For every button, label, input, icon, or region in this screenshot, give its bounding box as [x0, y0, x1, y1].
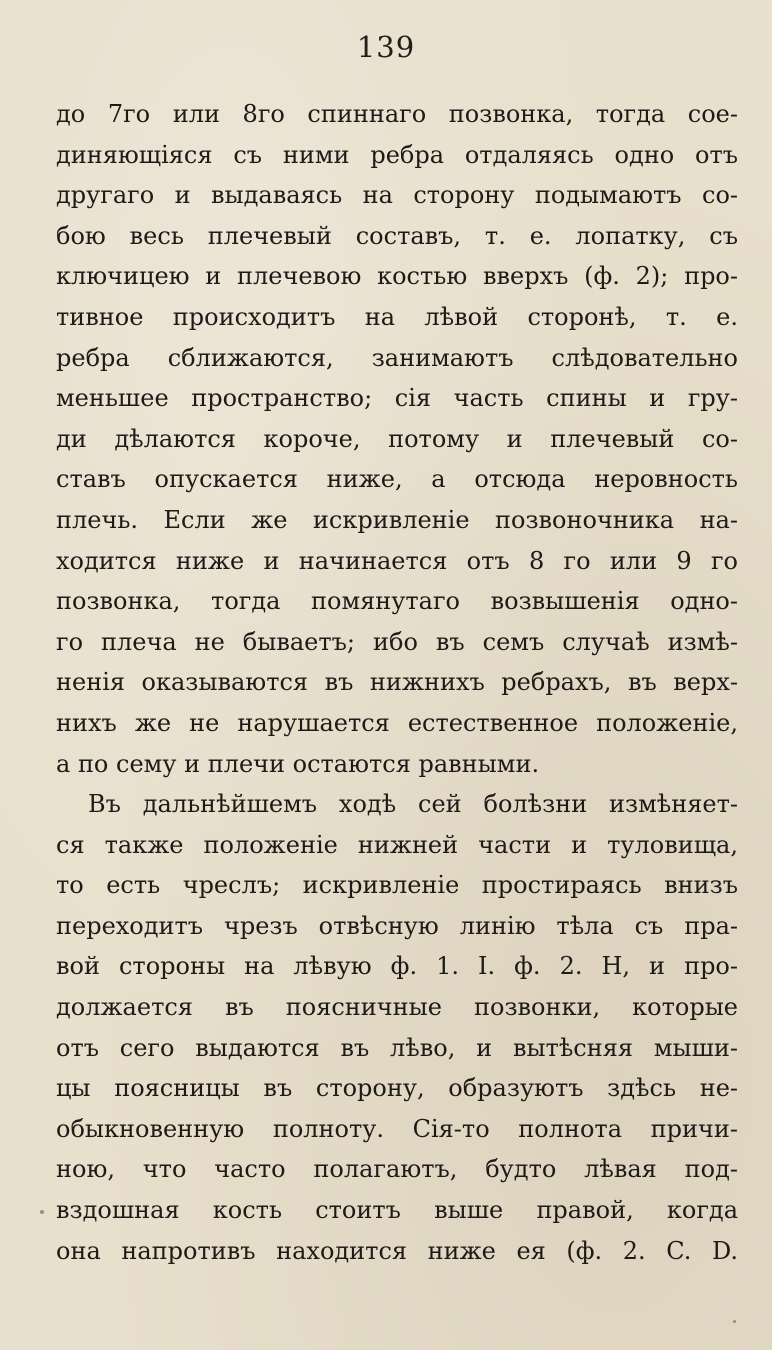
- text-line: Въ дальнѣйшемъ ходѣ сей болѣзни измѣняет-: [88, 790, 738, 819]
- text-line: вздошная кость стоитъ выше правой, когда: [56, 1196, 738, 1225]
- text-line: то есть чреслъ; искривленіе простираясь внизъ: [56, 871, 738, 900]
- text-line: она напротивъ находится ниже ея (ф. 2. C. D.: [56, 1236, 738, 1265]
- text-line: ною, что часто полагаютъ, будто лѣвая под-: [56, 1155, 738, 1184]
- page-number: 139: [356, 30, 416, 64]
- text-line: ходится ниже и начинается отъ 8 го или 9 го: [56, 546, 738, 575]
- text-line: ся также положеніе нижней части и туловища,: [56, 830, 738, 859]
- text-line: ключицею и плечевою костью вверхъ (ф. 2); про-: [56, 262, 738, 291]
- text-line: ставъ опускается ниже, а отсюда неровность: [56, 465, 738, 494]
- text-line: другаго и выдаваясь на сторону подымаютъ со-: [56, 181, 738, 210]
- text-line: до 7го или 8го спиннаго позвонка, тогда сое-: [56, 100, 738, 128]
- text-line: тивное происходитъ на лѣвой сторонѣ, т. е.: [56, 302, 738, 331]
- text-line: диняющіяся съ ними ребра отдаляясь одно отъ: [56, 140, 738, 169]
- text-line: ненія оказываются въ нижнихъ ребрахъ, въ верх-: [56, 668, 738, 697]
- text-line: отъ сего выдаются въ лѣво, и вытѣсняя мыши-: [56, 1033, 738, 1062]
- text-line: цы поясницы въ сторону, образуютъ здѣсь не-: [56, 1074, 738, 1103]
- text-line: обыкновенную полноту. Сія-то полнота причи-: [56, 1114, 738, 1143]
- text-line: го плеча не бываетъ; ибо въ семъ случаѣ измѣ-: [56, 627, 738, 656]
- text-line: вой стороны на лѣвую ф. 1. I. ф. 2. H, и про-: [56, 952, 738, 981]
- text-line: меньшее пространство; сія часть спины и гру-: [56, 384, 738, 413]
- text-line: нихъ же не нарушается естественное положеніе,: [56, 708, 738, 737]
- text-line: плечь. Если же искривленіе позвоночника на-: [56, 505, 738, 534]
- text-line: ди дѣлаются короче, потому и плечевый со-: [56, 424, 738, 453]
- text-line: бою весь плечевый составъ, т. е. лопатку, съ: [56, 221, 738, 250]
- paper-speck: [733, 1320, 736, 1323]
- text-line: позвонка, тогда помянутаго возвышенія одно-: [56, 587, 738, 616]
- text-line: должается въ поясничные позвонки, которые: [56, 993, 738, 1022]
- text-line: переходитъ чрезъ отвѣсную линію тѣла съ пра-: [56, 911, 738, 940]
- paper-speck: [40, 1210, 44, 1214]
- text-line: ребра сближаются, занимаютъ слѣдовательно: [56, 343, 738, 372]
- body-text: [56, 94, 738, 1271]
- text-line: а по сему и плечи остаются равными.: [56, 749, 540, 778]
